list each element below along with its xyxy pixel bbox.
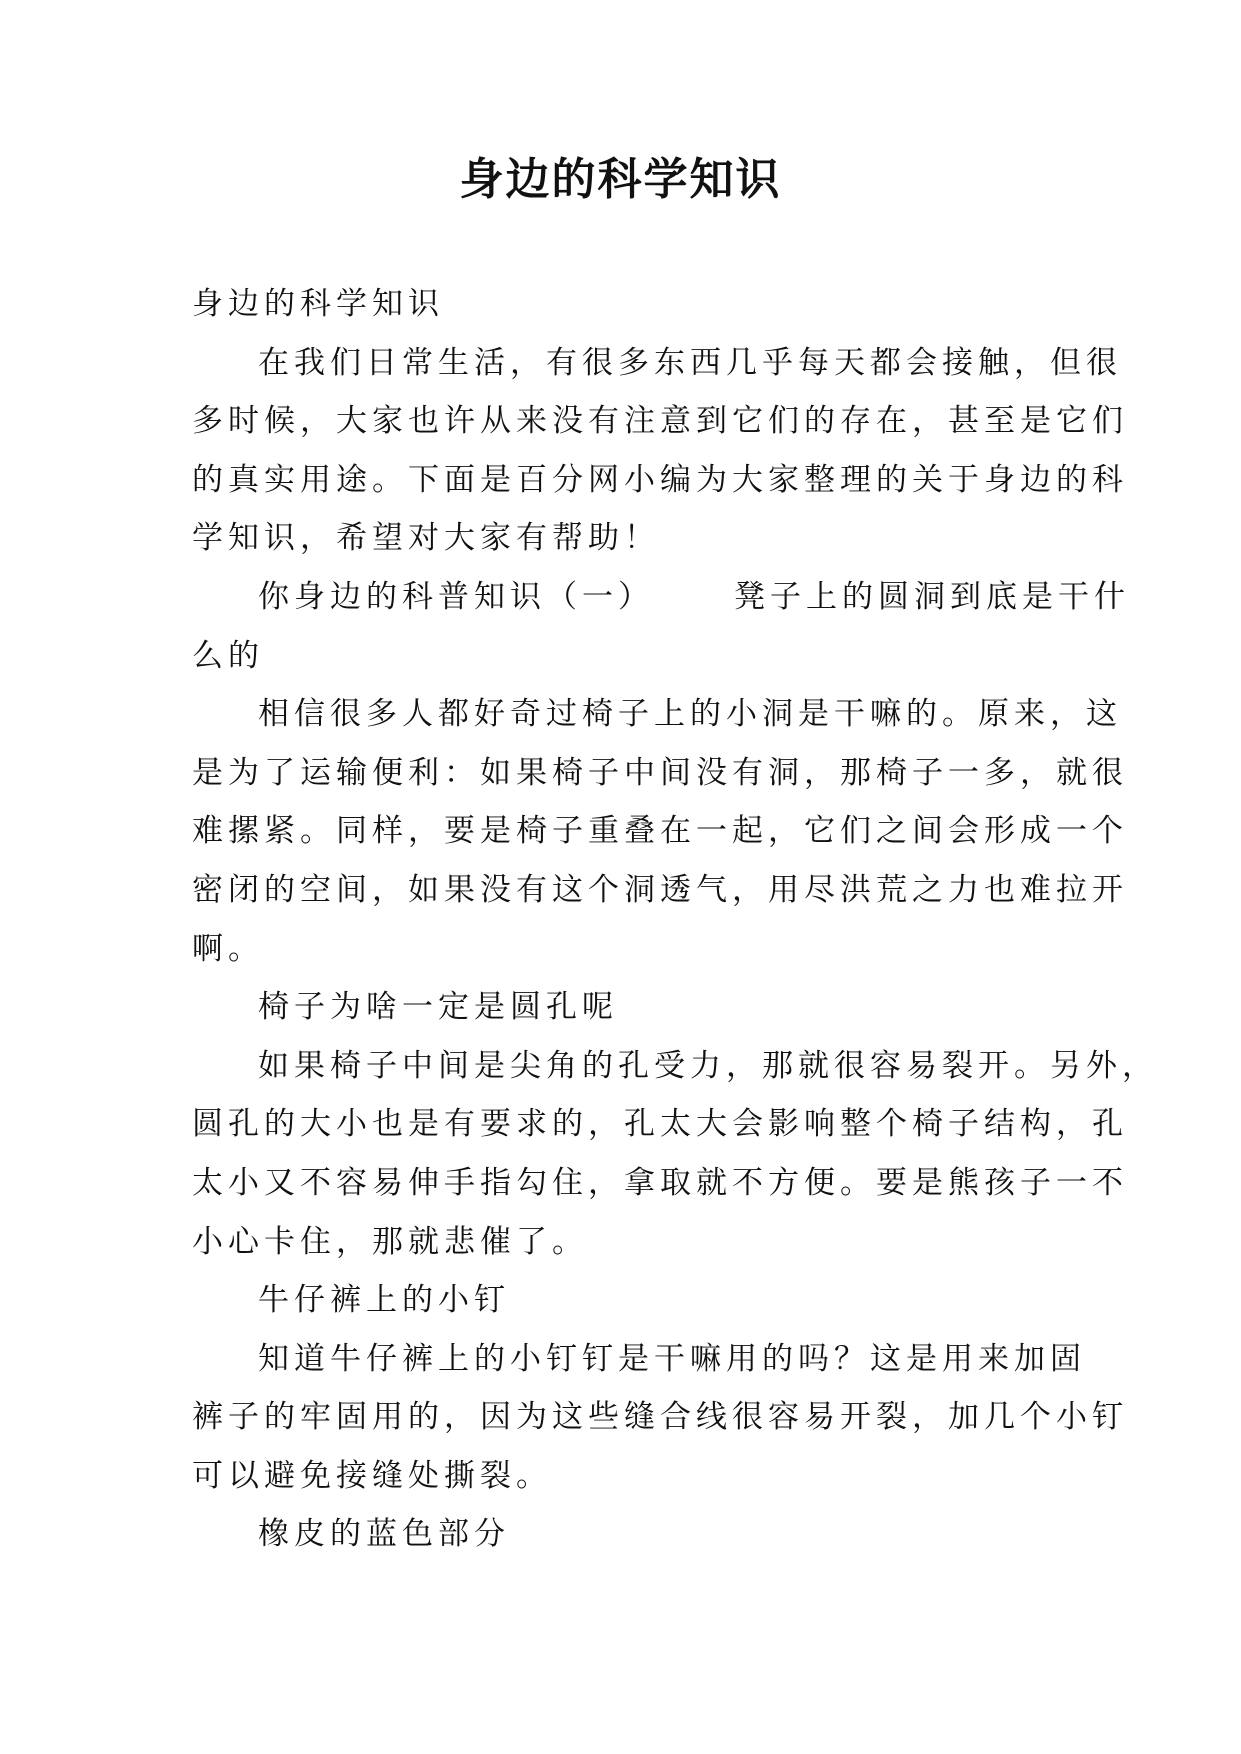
text-line: 裤子的牢固用的，因为这些缝合线很容易开裂，加几个小钉	[192, 1399, 1128, 1436]
text-line: 小心卡住，那就悲催了。	[192, 1223, 588, 1260]
text-line: 可以避免接缝处撕裂。	[192, 1457, 552, 1494]
text-line: 是为了运输便利：如果椅子中间没有洞，那椅子一多，就很	[192, 754, 1128, 791]
text-line: 如果椅子中间是尖角的孔受力，那就很容易裂开。另外，	[258, 1047, 1158, 1084]
text-line: 的真实用途。下面是百分网小编为大家整理的关于身边的科	[192, 461, 1128, 498]
document-body	[192, 284, 1158, 1573]
subheading: 椅子为啥一定是圆孔呢	[258, 989, 618, 1026]
text-line: 啊。	[192, 930, 264, 967]
subheading: 橡皮的蓝色部分	[258, 1516, 510, 1553]
text-line: 学知识，希望对大家有帮助！	[192, 520, 660, 557]
text-line: 身边的科学知识	[192, 286, 444, 322]
text-line: 密闭的空间，如果没有这个洞透气，用尽洪荒之力也难拉开	[192, 871, 1128, 908]
text-line: 多时候，大家也许从来没有注意到它们的存在，甚至是它们	[192, 403, 1128, 440]
document-title: 身边的科学知识	[459, 154, 782, 205]
text-line: 圆孔的大小也是有要求的，孔太大会影响整个椅子结构，孔	[192, 1106, 1128, 1143]
text-line: 太小又不容易伸手指勾住，拿取就不方便。要是熊孩子一不	[192, 1164, 1128, 1201]
text-line: 相信很多人都好奇过椅子上的小洞是干嘛的。原来，这	[258, 696, 1122, 733]
text-line: 么的	[192, 637, 264, 674]
subheading: 牛仔裤上的小钉	[258, 1282, 510, 1319]
text-line: 知道牛仔裤上的小钉钉是干嘛用的吗？这是用来加固	[258, 1340, 1086, 1377]
section-subheading: 凳子上的圆洞到底是干什	[734, 578, 1130, 615]
text-line: 在我们日常生活，有很多东西几乎每天都会接触，但很	[258, 344, 1122, 381]
section-heading: 你身边的科普知识（一）	[258, 578, 654, 615]
text-line: 难摞紧。同样，要是椅子重叠在一起，它们之间会形成一个	[192, 813, 1128, 850]
text-line	[192, 577, 1130, 636]
